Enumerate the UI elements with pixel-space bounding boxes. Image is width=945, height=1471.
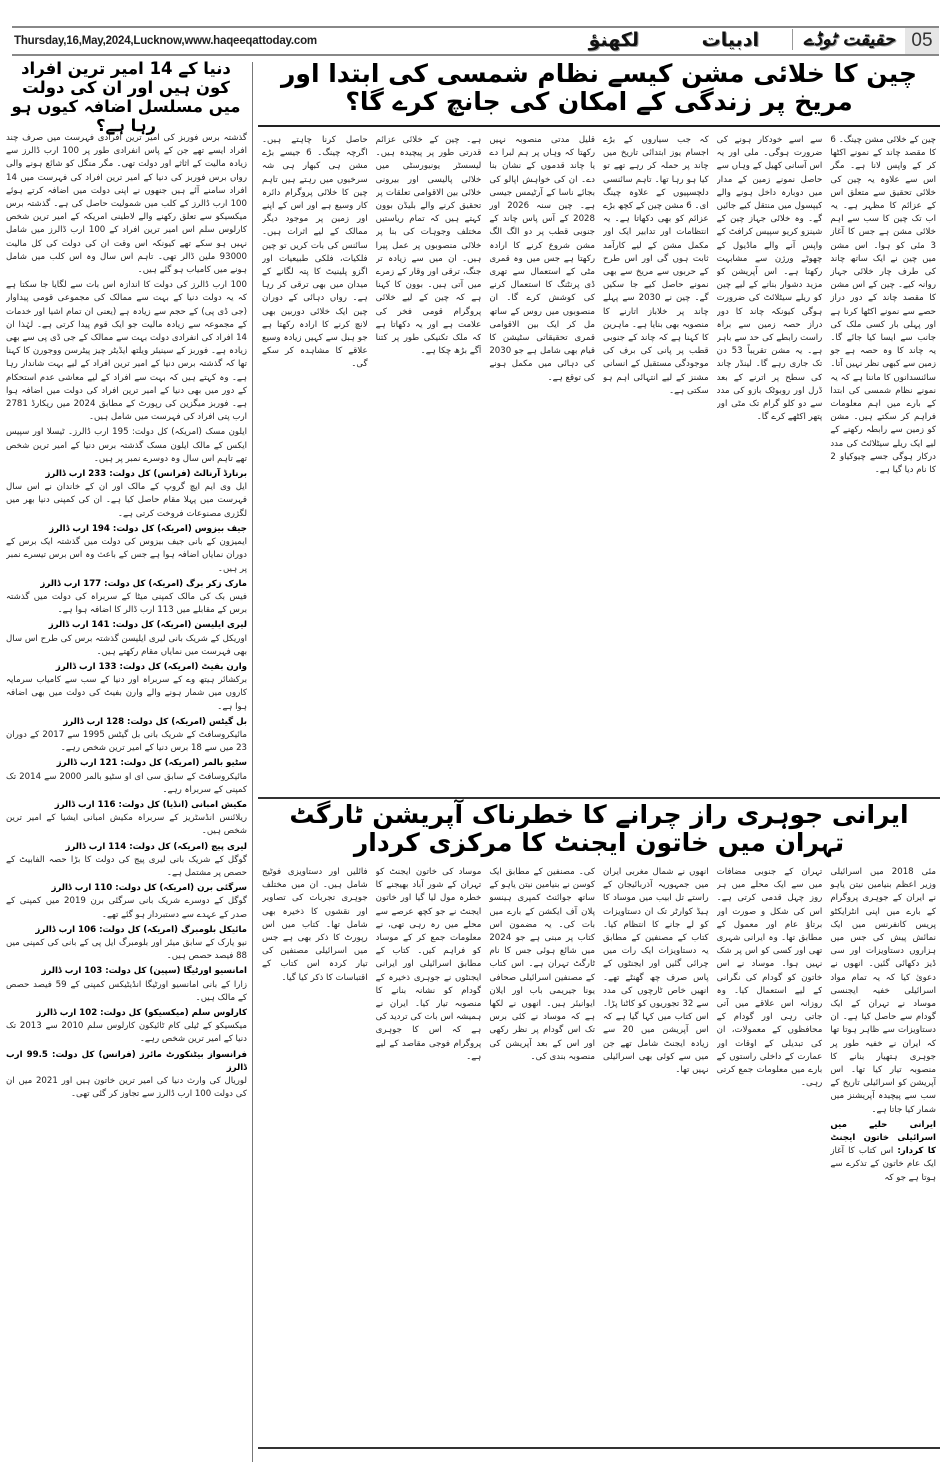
entry-text: ایمیزون کے بانی جیف بیزوس کی دولت میں گذشتہ ایک برس کے دوران نمایاں اضافہ ہوا ہے جس کے باعث وہ اس برس تیسرے نمبر پر ہیں۔	[6, 537, 247, 574]
wealth-entry	[6, 799, 247, 839]
entry-name: جیف بیزوس (امریکہ) کل دولت: 194 ارب ڈالرز	[49, 523, 247, 534]
headline-underline	[258, 125, 940, 127]
article-column	[717, 134, 823, 792]
subhead-text: اس کتاب کا آغاز ایک عام خاتون کے تذکرے سے ہوتا ہے جو کہ	[830, 1146, 936, 1183]
entry-name: مارک زکر برگ (امریکہ) کل دولت: 177 ارب ڈالرز	[40, 578, 247, 589]
article-column	[489, 866, 595, 1444]
column-text: کہ جب سیاروں کے بڑے اجسام یوز ابتدائی تاریخ میں چاند پر حملہ کر رہے تھے تو کیا ہو رہا تھا۔ تاہم سائنسی دلچسپیوں کے علاوہ چینگ ای۔ 6 مشن چین کے کچھ بڑے عزائم کو بھی دکھاتا ہے۔ یہ انتظامات اور تدابیر ایک اور مکمل مشن کے لیے کارآمد ثابت ہوں گی اور اس طرح کے حربوں سے مریخ سے بھی نمونے حاصل کیے جا سکیں گے۔ چین نے 2030 سے پہلے چاند پر خلاباز اتارنے کا منصوبہ بھی بنایا ہے۔ ماہرین کا کہنا ہے کہ چاند کے جنوبی قطب پر پانی کی برف کی موجودگی مستقبل کے انسانی مشنز کے لیے انتہائی اہم ہو سکتی ہے۔	[603, 135, 709, 396]
entry-name: مائیکل بلومبرگ (امریکہ) کل دولت: 106 ارب ڈالرز	[35, 924, 247, 935]
column-text: موساد کی خاتون ایجنٹ کو تہران کے شور آباد بھیجنے کا خطرہ مول لیا گیا اور خاتون ایجنٹ نے جو کچھ عرصے سے محلے میں رہ رہی تھی، نے معلومات جمع کر کے موساد کو فراہم کیں۔ کتاب کے مطابق اسرائیلی اور ایرانی ایجنٹوں نے جوہری ذخیرہ کے گودام کو نشانہ بنانے کا منصوبہ تیار کیا۔ ایران نے ہمیشہ اس بات کی تردید کی ہے کہ اس کا جوہری پروگرام فوجی مقاصد کے لیے ہے۔	[375, 867, 482, 1062]
column-text: مئی 2018 میں اسرائیلی وزیر اعظم بنیامین نیتن یاہو نے ایران کے جوہری پروگرام کے بارے میں اپنی انٹرایکٹو پریس کانفرنس میں ایک نمائش پیش کی جس میں ہزاروں دستاویزات اور سی ڈیز دکھائی گئیں۔ انھوں نے دعویٰ کیا کہ یہ تمام مواد اسرائیلی خفیہ ایجنسی موساد نے تہران کے ایک گودام سے حاصل کیا ہے۔ ان دستاویزات سے ظاہر ہوتا تھا کہ ایران نے خفیہ طور پر جوہری ہتھیار بنانے کا منصوبہ تیار کیا تھا۔ اس آپریشن کو اسرائیلی تاریخ کے سب سے پیچیدہ آپریشنز میں شمار کیا جاتا ہے۔	[830, 867, 936, 1115]
entry-name: امانسیو اورٹیگا (سپین) کل دولت: 103 ارب ڈالرز	[41, 966, 247, 977]
article-column	[830, 134, 936, 792]
column-text: ہے۔ چین کے خلائی عزائم قدرتی طور پر پیچیدہ ہیں۔ لیسسٹر یونیورسٹی میں خلائی پالیسی اور بیرونی خلائی بین الاقوامی تعلقات پر تحقیق کرنے والے بلیڈن بوون کہتے ہیں کہ تمام ریاستیں مختلف وجوہات کی بنا پر خلائی منصوبوں پر عمل پیرا ہیں۔ ان میں سے زیادہ تر جنگ، ترقی اور وقار کے زمرے میں آتی ہیں۔ بوون کا کہنا ہے کہ چین کے لیے خلائی پروگرام قومی فخر کی علامت ہے اور یہ دکھاتا ہے کہ ملک تکنیکی طور پر کتنا آگے بڑھ چکا ہے۔	[375, 135, 482, 357]
entry-text: اوریکل کے شریک بانی لیری ایلیسن گذشتہ برس کی طرح اس سال بھی فہرست میں نمایاں مقام رکھتے ہیں۔	[6, 633, 247, 657]
column-text: چین کے خلائی مشن چینگ۔ 6 کا مقصد چاند کے نمونے اکٹھا کر کے واپس لانا ہے۔ مگر اس سے علاوہ یہ چین کی خلائی تحقیق سے متعلق اس کے عزائم کا مظہر ہے۔ یہ اب تک چین کا سب سے اہم خلائی مشن ہے جس کا آغاز 3 مئی کو ہوا۔ اس مشن میں چین نے ایک ساتھ چاند کی طرف چار خلائی جہاز روانہ کیے۔ چین کے اس مشن کا مقصد چاند کے دور دراز حصے سے نمونے اکٹھا کرنا ہے اور پہلی بار کسی ملک کی جانب سے ایسا کیا جائے گا۔ یہ چاند کا وہ حصہ ہے جو زمین سے کبھی نظر نہیں آتا۔ سائنسدانوں کا ماننا ہے کہ یہ نمونے نظام شمسی کی ابتدا کے بارے میں اہم معلومات فراہم کر سکتے ہیں۔ مشن کو زمین سے رابطہ رکھنے کے لیے ایک ریلے سیٹلائٹ کی مدد درکار ہوگی جسے چیوکیاو 2 کا نام دیا گیا ہے۔	[830, 135, 936, 476]
page-header	[12, 26, 939, 56]
article-column	[262, 866, 368, 1444]
entry-text: فیس بک کی مالک کمپنی میٹا کے سربراہ کی دولت میں گذشتہ برس کے مقابلے میں 113 ارب ڈالر کا اضافہ ہوا ہے۔	[6, 591, 247, 616]
article-column	[830, 866, 936, 1444]
left-article-headline: دنیا کے 14 امیر ترین افراد کون ہیں اور ان کی دولت میں مسلسل اضافہ کیوں ہو رہا ہے؟	[11, 59, 241, 135]
entry-name: مکیش امبانی (انڈیا) کل دولت: 116 ارب ڈالرز	[54, 799, 247, 810]
entry-text: ایل وی ایم ایچ گروپ کے مالک اور ان کے خاندان نے اس سال فہرست میں پہلا مقام حاصل کیا ہے۔ ان کی کمپنی دنیا بھر میں لگژری مصنوعات فروخت کرتی ہے۔	[6, 482, 247, 519]
entry-text: میکسیکو کے ٹیلی کام ٹائیکون کارلوس سلم 2010 سے 2013 تک دنیا کے امیر ترین شخص رہے۔	[6, 1021, 247, 1045]
article-bottom-rule	[258, 1447, 940, 1449]
article-column	[717, 866, 823, 1444]
paragraph: گذشتہ برس فوربز کی امیر ترین افرادی فہرست میں صرف چند افراد ایسے تھے جن کے پاس انفرادی طور پر 100 ارب ڈالرز سے زیادہ مالیت کے اثاثے اور دولت تھی۔ مگر منگل کو شائع ہونے والی رواں برس فوربز کی دنیا کے امیر ترین افراد کی فہرست میں 14 افراد سامنے آئے ہیں جنھوں نے اپنی دولت میں اضافہ کرتے ہوئے 100 ارب ڈالرز کے کلب میں شمولیت حاصل کی ہے۔ گذشتہ برس میکسیکو سے تعلق رکھنے والے لاطینی امریکہ کے امیر ترین شخص کارلوس سلم اس امیر ترین افراد کے 100 ارب ڈالرز میں شامل نہیں ہو سکے تھے کیونکہ اس وقت ان کی دولت کی کل مالیت 93000 ملین ڈالر تھی۔ تاہم اس سال وہ اس کلب میں شامل ہونے میں کامیاب ہو گئے ہیں۔	[6, 133, 247, 276]
wealth-entry	[6, 841, 247, 881]
entry-name: برنارڈ آرنالٹ (فرانس) کل دولت: 233 ارب ڈالرز	[45, 469, 247, 480]
entry-name: بل گیٹس (امریکہ) کل دولت: 128 ارب ڈالرز	[63, 716, 247, 727]
entry-text: مائیکروسافٹ کے سابق سی ای او سٹیو بالمر 2000 سے 2014 تک کمپنی کے سربراہ رہے۔	[6, 771, 247, 795]
entry-name: لیری پیج (امریکہ) کل دولت: 114 ارب ڈالرز	[65, 841, 247, 852]
entry-text: مائیکروسافٹ کے شریک بانی بل گیٹس 1995 سے 2017 کے دوران 23 میں سے 18 برس دنیا کے امیر ترین شخص رہے۔	[6, 729, 247, 754]
entry-text: لوریال کی وارث دنیا کی امیر ترین خاتون ہیں اور 2021 میں ان کی دولت 100 ارب ڈالرز سے تجاوز کر گئی تھی۔	[6, 1076, 247, 1100]
wealth-entry	[6, 468, 247, 521]
column-text: تہران کے جنوبی مضافات میں سے ایک محلے میں ہر روز چہل قدمی کرتی ہے۔ اس کی شکل و صورت اور برتاؤ عام اور معمول کے مطابق تھا۔ وہ ایرانی شہری تھی اور کسی کو اس پر شک نہیں ہوا۔ موساد نے اس خاتون کو گودام کی نگرانی کے لیے استعمال کیا۔ وہ روزانہ اس علاقے میں آتی جاتی رہی اور گودام کے محافظوں کے معمولات، ان کی تبدیلی کے اوقات اور عمارت کے داخلی راستوں کے بارے میں معلومات جمع کرتی رہی۔	[716, 867, 823, 1089]
wealth-list	[6, 468, 247, 1101]
wealth-entry	[6, 661, 247, 714]
section-title: ادبیات	[701, 29, 759, 51]
date-line: Thursday,16,May,2024,Lucknow,www.haqeeqattoday.com	[14, 35, 317, 47]
article-separator	[258, 797, 940, 799]
entry-text: زارا کے بانی امانسیو اورٹیگا انڈیٹیکس کمپنی کے 59 فیصد حصص کے مالک ہیں۔	[6, 979, 247, 1003]
article-column	[376, 134, 482, 792]
city-name: لکھنؤ	[588, 29, 639, 51]
paragraph: ایلون مسک (امریکہ) کل دولت: 195 ارب ڈالرز۔ ٹیسلا اور سپیس ایکس کے مالک ایلون مسک گذشتہ برس دنیا کے امیر ترین شخص تھے تاہم اس سال وہ دوسرے نمبر پر ہیں۔	[6, 427, 247, 464]
column-text: حاصل کرنا چاہتے ہیں۔ اگرچہ چینگ۔ 6 جیسے بڑے مشن ہی کبھار ہی شہ سرخیوں میں رہتے ہیں تاہم چین کا خلائی پروگرام دائرہ کار وسیع ہے اور اس کے اپنے اور زمین پر موجود دیگر ممالک کے لیے اثرات ہیں۔ سائنس کی بات کریں تو چین فلکیات، فلکی طبیعیات اور اگزو پلینیٹ کا پتہ لگانے کے میدان میں بھی ترقی کر رہا ہے۔ رواں دہائی کے دوران چین ایک خلائی دوربین بھی لانچ کرنے کا ارادہ رکھتا ہے جو ہبل سے کہیں زیادہ وسیع علاقے کا مشاہدہ کر سکے گی۔	[262, 135, 368, 370]
column-text: قلیل مدتی منصوبہ نہیں رکھتا کہ وہاں پر ہم لبرا دے یا چاند قدموں کے نشان بنا دے۔ ان کی خواہش اپالو کی بجائے ناسا کے آرٹیمس جیسی ہے۔ چین سنہ 2026 اور 2028 کے آس پاس چاند کے جنوبی قطب پر دو الگ الگ مشن شروع کرنے کا ارادہ رکھتا ہے جس میں وہ قمری مٹی کے استعمال سے تھری ڈی پرنٹنگ کا استعمال کرنے کی کوشش کرے گا۔ ان منصوبوں میں روس کے ساتھ مل کر ایک بین الاقوامی قمری تحقیقاتی سٹیشن کا قیام بھی شامل ہے جو 2030 کی دہائی میں مکمل ہونے کی توقع ہے۔	[489, 135, 595, 383]
left-article-body	[6, 132, 247, 1462]
column-text: سے اسے خودکار ہونے کی ضرورت ہوگی۔ ملی اور یہ اس آسانی کھیل کے وہاں سے حاصل نمونے زمین کے مدار میں دوبارہ داخل ہونے والے کیپسول میں منتقل کیے جائیں گے۔ وہ خلائی جہاز چین کے شینزو کریو سپیس کرافٹ کے واپس آنے والے ماڈیول کے چھوٹے ورژن سے مشابہت رکھتا ہے۔ اس آپریشن کو مزید دشوار بنانے کے لیے چین کو ریلے سیٹلائٹ کی ضرورت ہوگی کیونکہ چاند کا دور دراز حصہ زمین سے براہ راست رابطے کی حد سے باہر ہے۔ یہ مشن تقریباً 53 دن تک جاری رہے گا۔ لینڈر چاند کی سطح پر اترنے کے بعد ڈرل اور روبوٹک بازو کی مدد سے دو کلو گرام تک مٹی اور پتھر اکٹھے کرے گا۔	[716, 135, 823, 423]
wealth-entry	[6, 1049, 247, 1102]
subhead-paragraph	[830, 1119, 936, 1185]
wealth-entry	[6, 882, 247, 922]
article-column	[603, 134, 709, 792]
wealth-entry	[6, 716, 247, 756]
wealth-entry	[6, 523, 247, 576]
iran-article-headline: ایرانی جوہری راز چرانے کا خطرناک آپریشن ٹارگٹ تہران میں خاتون ایجنٹ کا مرکزی کردار	[289, 800, 909, 857]
article-column	[603, 866, 709, 1444]
wealth-entry	[6, 619, 247, 659]
wealth-entry	[6, 924, 247, 964]
column-text: انھوں نے شمال مغربی ایران میں جمہوریہ آذربائیجان کے راستے تل ابیب میں موساد کا ہیڈ کوارٹر تک ان دستاویزات کو لے جانے کا انتظام کیا۔ کتاب کے مصنفین کے مطابق یہ دستاویزات ایک رات میں چرائی گئیں اور ایجنٹوں کے پاس صرف چھ گھنٹے تھے۔ انھیں خاص ٹارچوں کی مدد سے 32 تجوریوں کو کاٹنا پڑا۔ اس کتاب میں کہا گیا ہے کہ اس آپریشن میں 20 سے زیادہ ایجنٹ شامل تھے جن میں سے کوئی بھی اسرائیلی نہیں تھا۔	[603, 867, 709, 1076]
entry-text: نیو یارک کے سابق میئر اور بلومبرگ ایل پی کے بانی کی کمپنی میں 88 فیصد حصص ہیں۔	[6, 937, 247, 962]
wealth-entry	[6, 1007, 247, 1047]
wealth-entry	[6, 757, 247, 797]
entry-text: ریلائنس انڈسٹریز کے سربراہ مکیش امبانی ایشیا کے امیر ترین شخص ہیں۔	[6, 813, 247, 837]
column-text: کی۔ مصنفین کے مطابق ایک کوسن نے بنیامین نیتن یاہو کے ساتھ جوائنٹ کمپری ہینسو پلان آف ایکشن کے بارے میں بات کی۔ یہ مضمون اس کتاب پر مبنی ہے جو 2024 میں شائع ہوئی جس کا نام ٹارگٹ تہران ہے۔ اس کتاب کے مصنفین اسرائیلی صحافی یونا جیریمی باب اور ایلان ایوانیئر ہیں۔ انھوں نے لکھا ہے کہ موساد نے کئی برس تک اس گودام پر نظر رکھی اور اس کے بعد آپریشن کی منصوبہ بندی کی۔	[489, 867, 595, 1062]
entry-name: سٹیو بالمر (امریکہ) کل دولت: 121 ارب ڈالرز	[56, 758, 247, 769]
column-divider	[252, 62, 253, 1462]
wealth-entry	[6, 578, 247, 618]
entry-name: فرانسواز بیٹنکورٹ مائرز (فرانس) کل دولت: 99.5 ارب ڈالرز	[6, 1049, 247, 1073]
entry-text: گوگل کے شریک بانی لیری پیج کی دولت کا بڑا حصہ الفابیٹ کے حصص پر مشتمل ہے۔	[6, 854, 247, 878]
entry-name: سرگئی برن (امریکہ) کل دولت: 110 ارب ڈالرز	[51, 883, 247, 894]
entry-name: لیری ایلیسن (امریکہ) کل دولت: 141 ارب ڈالرز	[48, 620, 247, 631]
subhead: ایرانی حلیے میں اسرائیلی خاتون ایجنٹ کا کردار:	[830, 1119, 936, 1157]
article-column	[262, 134, 368, 792]
column-text: فائلیں اور دستاویزی فوٹیج شامل ہیں۔ ان میں مختلف جوہری تجربات کی تصاویر اور نقشوں کا ذخیرہ بھی شامل تھا۔ کتاب میں اس رپورٹ کا ذکر بھی ہے جس میں اسرائیلی مصنفین کی تیار کردہ اس کتاب کے اقتباسات کا ذکر کیا گیا۔	[262, 867, 368, 983]
article-column	[489, 134, 595, 792]
wealth-entry	[6, 965, 247, 1005]
newspaper-logo: حقیقت ٹوڈے	[792, 29, 895, 50]
china-article-headline: چین کا خلائی مشن کیسے نظام شمسی کی ابتدا اور مریخ پر زندگی کے امکان کی جانچ کرے گا؟	[281, 59, 917, 116]
page-number: 05	[905, 28, 939, 54]
article-column	[376, 866, 482, 1444]
entry-name: وارن بفیٹ (امریکہ) کل دولت: 133 ارب ڈالرز	[55, 661, 247, 672]
entry-text: برکشائر ہیتھ وے کے سربراہ اور دنیا کے سب سے کامیاب سرمایہ کاروں میں شمار ہونے والے وارن بفیٹ کی دولت میں بھی اضافہ ہوا ہے۔	[6, 675, 247, 712]
entry-name: کارلوس سلم (میکسیکو) کل دولت: 102 ارب ڈالرز	[36, 1008, 247, 1018]
entry-text: گوگل کے دوسرے شریک بانی سرگئی برن 2019 میں کمپنی کے صدر کے عہدے سے دستبردار ہو گئے تھے۔	[6, 896, 247, 920]
paragraph: 100 ارب ڈالرز کی دولت کا اندازہ اس بات سے لگایا جا سکتا ہے کہ یہ دولت دنیا کے بہت سے ممالک کی مجموعی قومی پیداوار (جی ڈی پی) کے حجم سے زیادہ ہے (یعنی ان تمام اشیا اور خدمات کے مجموعہ سے زیادہ مالیت جو ایک قوم پیدا کرتی ہے۔ لہٰذا ان 14 افراد کی انفرادی دولت بہت سے ممالک کے جی ڈی پی سے بھی زیادہ ہے۔ فوربز کے سینیئر ویلتھ ایڈیٹر چیز پیٹرسن ووجورن کا کہنا تھا کہ گذشتہ برس دنیا کے امیر ترین افراد کے لیے بہت شاندار رہا ہے۔ وہ کہتے ہیں کہ بہت سے افراد کے لیے معاشی عدم استحکام کے دور میں بھی دنیا کے امیر ترین افراد کی دولت میں اضافہ ہوا ہے۔ فوربز میگزین کی رپورٹ کے مطابق 2024 میں ریکارڈ 2781 ارب پتی افراد کی فہرست میں شامل ہیں۔	[6, 280, 247, 423]
